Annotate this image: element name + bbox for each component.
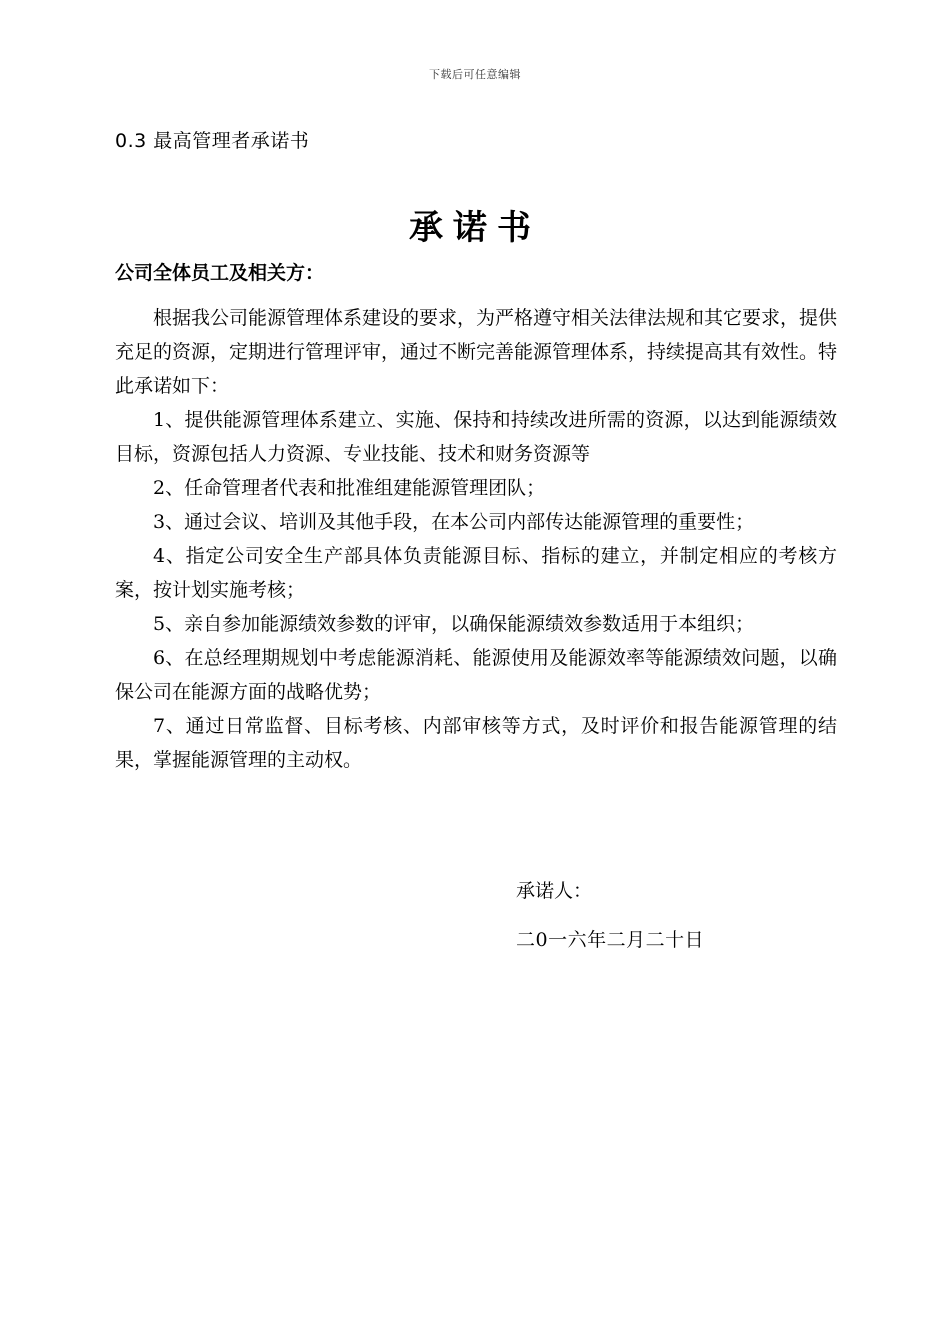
- signer-label: 承诺人：: [516, 880, 593, 902]
- commitment-item-2: 2、任命管理者代表和批准组建能源管理团队；: [153, 477, 546, 499]
- intro-paragraph: 根据我公司能源管理体系建设的要求，为严格遵守相关法律法规和其它要求，提供充足的资源，定期进行管理评审，通过不断完善能源管理体系，持续提高其有效性。特此承诺如下：: [115, 307, 838, 397]
- commitment-item-1: 1、提供能源管理体系建立、实施、保持和持续改进所需的资源，以达到能源绩效目标，资源包括人力资源、专业技能、技术和财务资源等: [115, 409, 837, 465]
- section-heading: 0.3 最高管理者承诺书: [115, 130, 310, 152]
- header-note: 下载后可任意编辑: [429, 68, 521, 81]
- document-title: 承诺书: [409, 208, 541, 248]
- commitment-item-5: 5、亲自参加能源绩效参数的评审，以确保能源绩效参数适用于本组织；: [153, 613, 755, 635]
- signature-date: 二0一六年二月二十日: [516, 929, 705, 951]
- commitment-item-7: 7、通过日常监督、目标考核、内部审核等方式，及时评价和报告能源管理的结果，掌握能源管理的主动权。: [115, 715, 837, 771]
- commitment-item-3: 3、通过会议、培训及其他手段，在本公司内部传达能源管理的重要性；: [153, 511, 755, 533]
- document-body: [115, 301, 837, 777]
- salutation: 公司全体员工及相关方：: [115, 262, 325, 284]
- commitment-item-6: 6、在总经理期规划中考虑能源消耗、能源使用及能源效率等能源绩效问题，以确保公司在能源方面的战略优势；: [115, 647, 837, 703]
- commitment-item-4: 4、指定公司安全生产部具体负责能源目标、指标的建立，并制定相应的考核方案，按计划实施考核；: [115, 545, 837, 601]
